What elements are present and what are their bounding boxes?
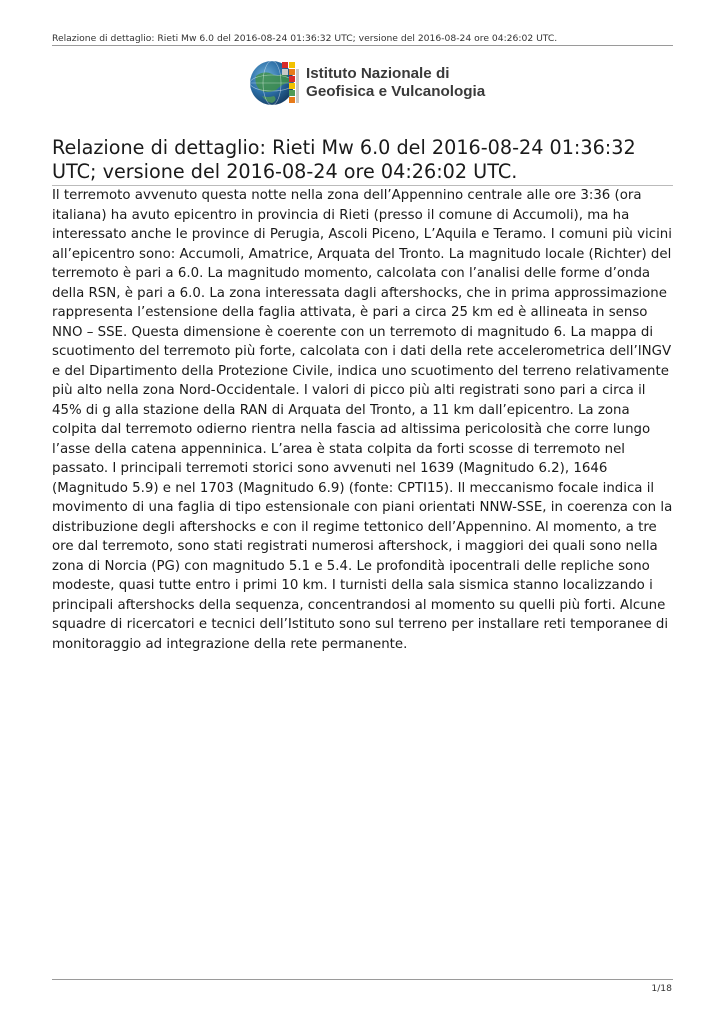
ingv-logo	[248, 56, 486, 110]
body-paragraph: Il terremoto avvenuto questa notte nella zona dell’Appennino centrale alle ore 3:36 (ora italiana) ha avuto epicentro in provincia di Rieti (presso il comune di Accumoli), ma ha interessato anche le province di Perugia, Ascoli Piceno, L’Aquila e Teramo. I comuni più vicini all’epicentro sono: Accumoli, Amatrice, Arquata del Tronto. La magnitudo locale (Richter) del terremoto è pari a 6.0. La magnitudo momento, calcolata con l’analisi delle forme d’onda della RSN, è pari a 6.0. La zona interessata dagli aftershocks, che in prima approssimazione rappresenta l’estensione della faglia attivata, è pari a circa 25 km ed è allineata in senso NNO – SSE. Questa dimensione è coerente con un terremoto di magnitudo 6. La mappa di scuotimento del terremoto più forte, calcolata con i dati della rete accelerometrica dell’INGV e del Dipartimento della Protezione Civile, indica uno scuotimento del terreno relativamente più alto nella zona Nord-Occidentale. I valori di picco più alti registrati sono pari a circa il 45% di g alla stazione della RAN di Arquata del Tronto, a 11 km dall’epicentro. La zona colpita dal terremoto odierno rientra nella fascia ad altissima pericolosità che corre lungo l’asse della catena appenninica. L’area è stata colpita da forti scosse di terremoto nel passato. I principali terremoti storici sono avvenuti nel 1639 (Magnitudo 6.2), 1646 (Magnitudo 5.9) e nel 1703 (Magnitudo 6.9) (fonte: CPTI15). Il meccanismo focale indica il movimento di una faglia di tipo estensionale con piani orientati NNW-SSE, in coerenza con la distribuzione degli aftershocks e con il regime tettonico dell’Appennino. Al momento, a tre ore dal terremoto, sono stati registrati numerosi aftershock, i maggiori dei quali sono nella zona di Norcia (PG) con magnitudo 5.1 e 5.4. Le profondità ipocentrali delle repliche sono modeste, quasi tutte entro i primi 10 km. I turnisti della sala sismica stanno localizzando i principali aftershocks della sequenza, concentrandosi al momento su quelli più forti. Alcune squadre di ricercatori e tecnici dell’Istituto sono sul terreno per installare reti temporanee di monitoraggio ad integrazione della rete permanente.	[52, 188, 673, 652]
page-number: 1/18	[651, 983, 672, 994]
running-header: Relazione di dettaglio: Rieti Mw 6.0 del 2016-08-24 01:36:32 UTC; versione del 2016-08-24 ore 04:26:02 UTC.	[52, 33, 558, 44]
ingv-globe-icon	[248, 56, 300, 108]
logo-text-line1: Istituto Nazionale di	[306, 65, 450, 82]
logo-text-line2: Geofisica e Vulcanologia	[306, 83, 486, 100]
document-title: Relazione di dettaglio: Rieti Mw 6.0 del 2016-08-24 01:36:32 UTC; versione del 2016-08-24 ore 04:26:02 UTC.	[52, 136, 636, 183]
header-divider	[52, 45, 673, 46]
footer-divider	[52, 979, 673, 980]
